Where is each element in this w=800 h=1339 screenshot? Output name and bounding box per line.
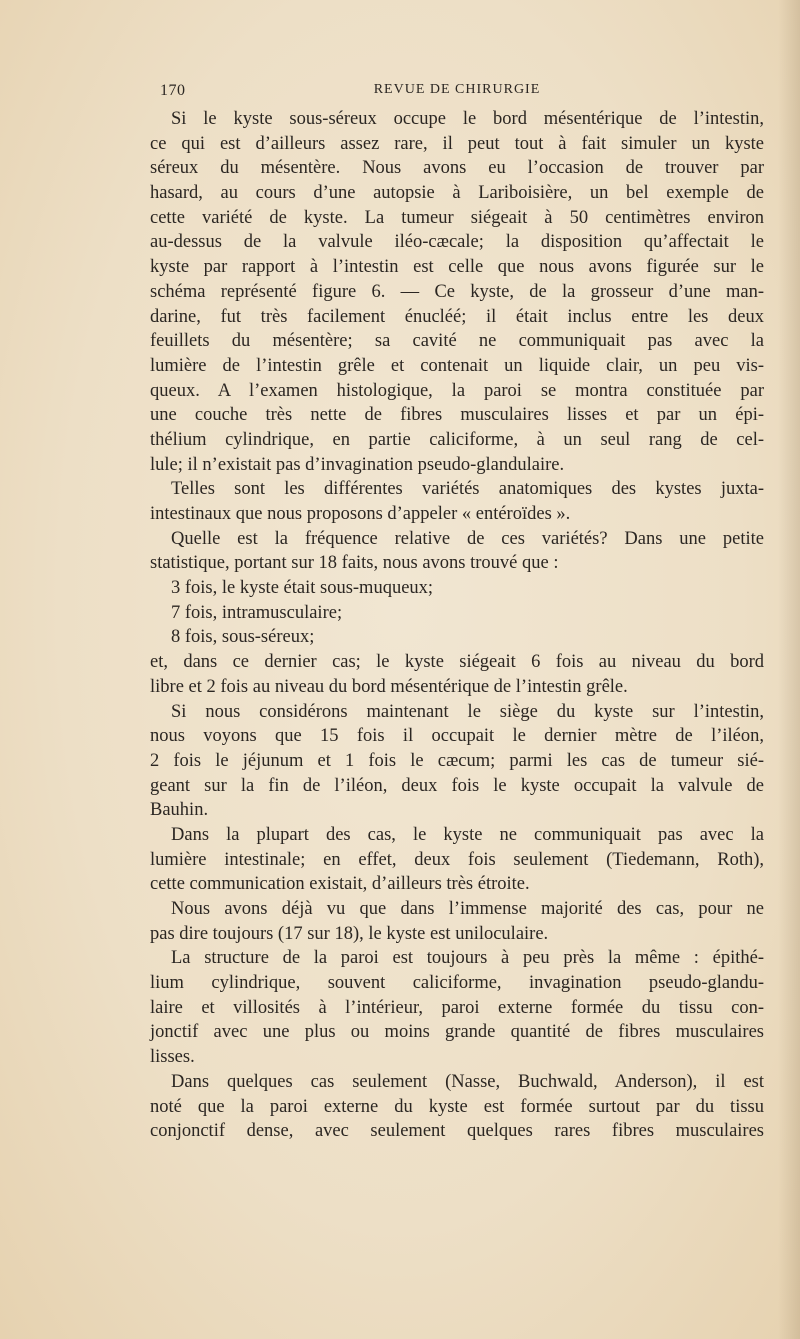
- text-line: thélium cylindrique, en partie caliciforme, à un seul rang de cel-: [150, 429, 764, 450]
- text-line: Bauhin.: [150, 800, 209, 821]
- running-header: [150, 82, 764, 106]
- text-line: 3 fois, le kyste était sous-muqueux;: [171, 578, 434, 599]
- text-line: cette variété de kyste. La tumeur siégeait à 50 centimètres environ: [150, 207, 764, 228]
- text-line: lumière intestinale; en effet, deux fois seulement (Tiedemann, Roth),: [150, 849, 764, 870]
- text-line: lium cylindrique, souvent caliciforme, invagination pseudo-glandu-: [150, 973, 764, 994]
- text-line: geant sur la fin de l’iléon, deux fois le kyste occupait la valvule de: [150, 775, 764, 796]
- text-line: libre et 2 fois au niveau du bord mésentérique de l’intestin grêle.: [150, 676, 628, 697]
- text-line: Dans la plupart des cas, le kyste ne communiquait pas avec la: [171, 824, 764, 845]
- text-line: darine, fut très facilement énucléé; il était inclus entre les deux: [150, 306, 764, 327]
- text-line: séreux du mésentère. Nous avons eu l’occasion de trouver par: [150, 158, 764, 179]
- text-line: Si nous considérons maintenant le siège du kyste sur l’intestin,: [171, 701, 764, 722]
- text-line: statistique, portant sur 18 faits, nous avons trouvé que :: [150, 553, 559, 574]
- text-line: jonctif avec une plus ou moins grande quantité de fibres musculaires: [150, 1022, 764, 1043]
- text-line: noté que la paroi externe du kyste est formée surtout par du tissu: [150, 1096, 764, 1117]
- page-edge-shadow: [778, 0, 800, 1339]
- text-line: conjonctif dense, avec seulement quelques rares fibres musculaires: [150, 1121, 764, 1142]
- text-line: laire et villosités à l’intérieur, paroi externe formée du tissu con-: [150, 997, 764, 1018]
- text-line: 7 fois, intramusculaire;: [171, 602, 343, 623]
- text-line: La structure de la paroi est toujours à peu près la même : épithé-: [171, 948, 764, 969]
- text-line: Si le kyste sous-séreux occupe le bord mésentérique de l’intestin,: [171, 109, 764, 129]
- text-line: lule; il n’existait pas d’invagination pseudo-glandulaire.: [150, 454, 565, 475]
- text-line: nous voyons que 15 fois il occupait le dernier mètre de l’iléon,: [150, 726, 764, 747]
- text-line: Dans quelques cas seulement (Nasse, Buchwald, Anderson), il est: [171, 1071, 764, 1092]
- text-line: Nous avons déjà vu que dans l’immense majorité des cas, pour ne: [171, 899, 764, 919]
- text-line: Quelle est la fréquence relative de ces variétés? Dans une petite: [171, 528, 764, 549]
- text-line: intestinaux que nous proposons d’appeler « entéroïdes ».: [150, 504, 571, 524]
- body-text: [150, 107, 764, 1144]
- text-line: hasard, au cours d’une autopsie à Lariboisière, un bel exemple de: [150, 183, 764, 204]
- text-line: 8 fois, sous-séreux;: [171, 627, 315, 648]
- text-line: cette communication existait, d’ailleurs très étroite.: [150, 874, 530, 895]
- text-line: ce qui est d’ailleurs assez rare, il peut tout à fait simuler un kyste: [150, 133, 764, 154]
- text-line: pas dire toujours (17 sur 18), le kyste est uniloculaire.: [150, 923, 549, 944]
- page-number: 170: [160, 82, 186, 99]
- text-line: une couche très nette de fibres musculaires lisses et par un épi-: [150, 405, 764, 426]
- text-line: queux. A l’examen histologique, la paroi se montra constituée par: [150, 380, 764, 401]
- text-line: et, dans ce dernier cas; le kyste siégeait 6 fois au niveau du bord: [150, 652, 764, 673]
- text-line: 2 fois le jéjunum et 1 fois le cæcum; parmi les cas de tumeur sié-: [150, 750, 764, 771]
- text-line: feuillets du mésentère; sa cavité ne communiquait pas avec la: [150, 331, 764, 352]
- text-line: kyste par rapport à l’intestin est celle que nous avons figurée sur le: [150, 257, 764, 278]
- text-line: Telles sont les différentes variétés anatomiques des kystes juxta-: [171, 479, 764, 500]
- text-line: lumière de l’intestin grêle et contenait un liquide clair, un peu vis-: [150, 355, 764, 376]
- running-title: REVUE DE CHIRURGIE: [373, 82, 541, 97]
- text-line: schéma représenté figure 6. — Ce kyste, de la grosseur d’une man-: [150, 281, 764, 302]
- text-line: lisses.: [150, 1047, 195, 1068]
- text-line: au-dessus de la valvule iléo-cæcale; la disposition qu’affectait le: [150, 232, 764, 253]
